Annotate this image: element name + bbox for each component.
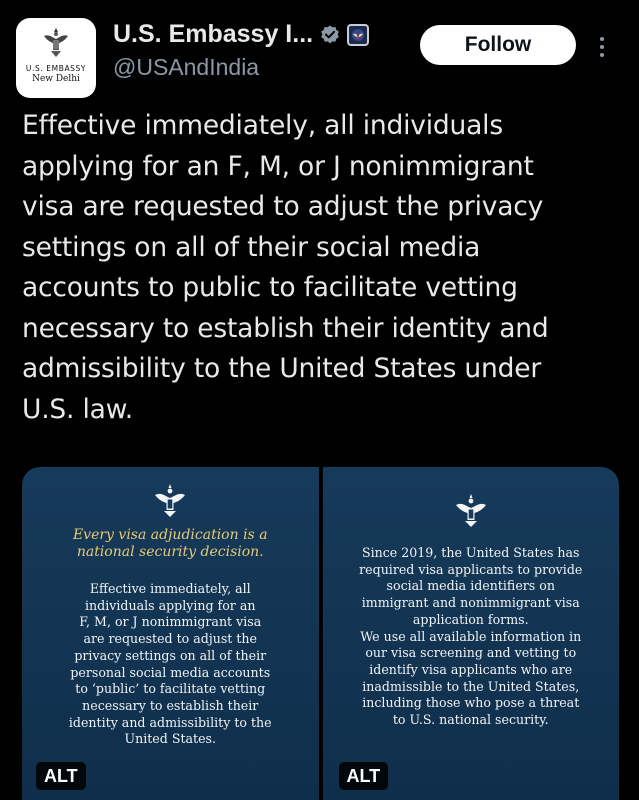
display-name[interactable]: U.S. Embassy I... bbox=[113, 20, 314, 48]
card-body-line: Since 2019, the United States has bbox=[361, 545, 580, 560]
tweet-text-line: settings on all of their social media bbox=[22, 231, 481, 263]
eagle-seal-icon bbox=[41, 26, 71, 60]
card-body-line: F, M, or J nonimmigrant visa bbox=[79, 614, 262, 630]
tweet-header bbox=[0, 0, 639, 100]
card-body-line: privacy settings on all of their bbox=[74, 647, 267, 663]
card-body-line: Effective immediately, all bbox=[89, 581, 251, 596]
card-body-line: identify visa applicants who are bbox=[369, 661, 573, 677]
avatar[interactable] bbox=[16, 18, 96, 98]
tweet-text-line: Effective immediately, all individuals bbox=[22, 110, 503, 141]
card-body-line: immigrant and nonimmigrant visa bbox=[361, 595, 580, 611]
card-body-line: social media identifiers on bbox=[386, 578, 555, 594]
user-handle[interactable]: @USAndIndia bbox=[113, 54, 260, 80]
tweet-text-line: admissibility to the United States under bbox=[22, 353, 542, 384]
card-body-line: United States. bbox=[124, 731, 216, 747]
card-body-line: including those who pose a threat bbox=[362, 695, 580, 711]
avatar-text-city: New Delhi bbox=[32, 74, 80, 84]
mini-eagle-icon bbox=[351, 28, 365, 42]
follow-button[interactable]: Follow bbox=[420, 25, 576, 65]
tweet-text-line: necessary to establish their identity and bbox=[22, 312, 549, 344]
media-image-1[interactable] bbox=[22, 467, 319, 800]
tweet-text-line: accounts to public to facilitate vetting bbox=[22, 272, 518, 303]
tweet-text-line: visa are requested to adjust the privacy bbox=[22, 191, 544, 222]
card-body-line: to ‘public’ to facilitate vetting bbox=[75, 681, 266, 697]
more-dot bbox=[600, 45, 604, 49]
alt-text-button[interactable]: ALT bbox=[339, 762, 389, 790]
card-headline bbox=[55, 527, 285, 561]
card-body-line: our visa screening and vetting to bbox=[365, 645, 577, 661]
name-row bbox=[113, 20, 369, 49]
tweet-text bbox=[22, 106, 622, 430]
more-dot bbox=[600, 53, 604, 57]
card-headline-line: Every visa adjudication is a bbox=[72, 527, 268, 543]
tweet-text-line: U.S. law. bbox=[22, 393, 133, 425]
card-body-text bbox=[55, 581, 285, 748]
card-body-line: personal social media accounts bbox=[70, 664, 271, 680]
card-headline-line: national security decision. bbox=[76, 544, 264, 560]
card-body-line: We use all available information in bbox=[360, 628, 582, 644]
card-body-line: to U.S. national security. bbox=[392, 712, 549, 728]
eagle-seal-icon bbox=[454, 493, 488, 529]
verified-badge-icon[interactable] bbox=[319, 24, 341, 46]
eagle-seal-icon bbox=[153, 483, 187, 519]
alt-text-button[interactable]: ALT bbox=[36, 762, 86, 790]
card-body-line: identity and admissibility to the bbox=[68, 714, 272, 730]
card-body-line: application forms. bbox=[412, 611, 529, 627]
government-seal-badge-icon[interactable] bbox=[347, 24, 369, 46]
card-body-line: necessary to establish their bbox=[82, 697, 259, 713]
card-body-text bbox=[343, 545, 598, 729]
media-image-2[interactable] bbox=[323, 467, 620, 800]
more-dot bbox=[600, 37, 604, 41]
avatar-text-embassy: U.S. EMBASSY bbox=[25, 64, 87, 73]
media-gallery bbox=[22, 467, 619, 800]
card-body-line: are requested to adjust the bbox=[83, 631, 257, 647]
card-body-line: individuals applying for an bbox=[85, 597, 256, 613]
tweet-text-line: applying for an F, M, or J nonimmigrant bbox=[22, 150, 534, 182]
card-body-line: inadmissible to the United States, bbox=[362, 678, 580, 694]
more-options-icon[interactable] bbox=[590, 30, 614, 64]
card-body-line: required visa applicants to provide bbox=[359, 561, 583, 577]
